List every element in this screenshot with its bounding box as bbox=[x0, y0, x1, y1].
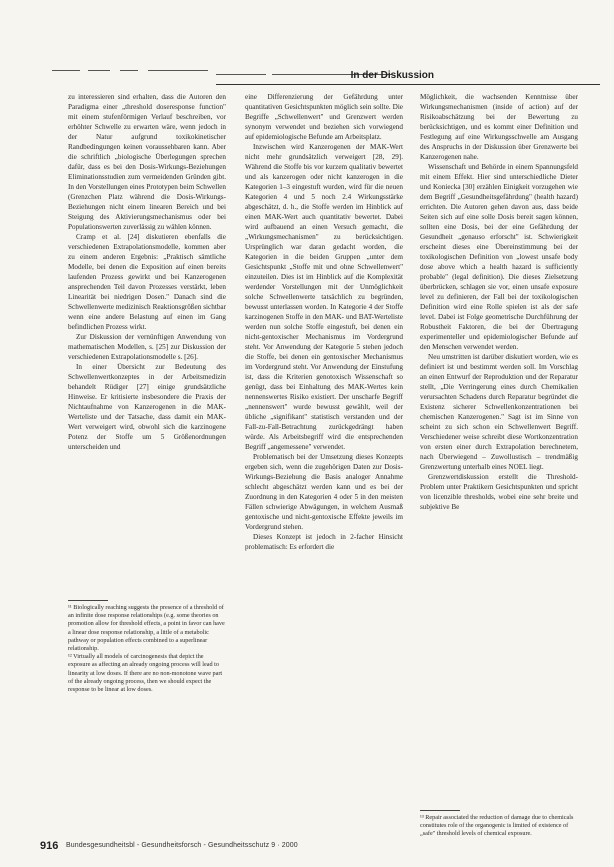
header-underline bbox=[216, 84, 600, 85]
paragraph: zu interessieren sind erhalten, dass die Autoren den Paradigma einer „threshold doseresponse function" mit einem stufenförmigen Verlauf beschreiben, vor erhöhter Schwelle zu erwarten wäre, wenn jedoch in der Natur aufgrund toxikokinetischer Randbedingungen keinen voraussehbaren kann. Aber die schriftlich „biologische Überlegungen sprechen dafür, dass es bei den Dosis-Wirkungs-Beziehungen Eliminationsstudien zum vermeidenden Gründen gibt. In den Vorstellungen eines Prototypen beim Schwellen (Grenzchen Platz während die Dosis-Wirkungs-Beziehungen nicht einem linearen Bereich und bei Steigung des Aktivierungsmechanismus oder bei Populationswerten zuverlässig zu wählen können. bbox=[68, 93, 226, 231]
text-column-3 bbox=[420, 92, 578, 512]
paragraph: In einer Übersicht zur Bedeutung des Schwellenwertkonzeptes in der Arbeitsmedizin behandelt Rüdiger [27] einige grundsätzliche Hinweise. Er kritisierte insbesondere die Praxis der Nichtaufnahme von Kanzerogenen in die MAK-Werteliste und der Tatsache, dass damit ein MAK-Wert verweigert wird, obwohl sich die karzinogene Potenz der Stoffe um 5 Größenordnungen unterscheiden und bbox=[68, 363, 226, 451]
footnotes-column-1 bbox=[68, 596, 226, 694]
header-rule-4 bbox=[148, 70, 208, 71]
paragraph: Problematisch bei der Umsetzung dieses Konzepts ergeben sich, wenn die zugehörigen Daten zur Dosis-Wirkungs-Beziehung die Basis analoger Annahme schlecht abgeschätzt werden kann und es bei der Zuordnung in den Kategorien 4 oder 5 in den meisten Fällen schwierige Abwägungen, in welchem Ausmaß gentoxische und nicht-gentoxische Effekte jeweils im Vordergrund stehen. bbox=[245, 453, 403, 531]
paragraph: Wissenschaft und Behörde in einem Spannungsfeld mit einem Effekt. Hier sind unterschiedliche Dieter und Koniecka [30] erzählen Einigkeit vorzugehen wie dem Begriff „Gesundheitsgefährdung" (health hazard) errichten. Die Autoren gehen davon aus, dass beide Seiten sich auf eine solle Dosis bereit sagen können, sollten eine Dosis, bei der eine Gefährdung der Gesundheit „genauso erforscht" ist. Schwierigkeit erscheint dieses eine Übereinstimmung bei der toxikologischen Definition von „lowest unsafe body dose above which a health hazard is sufficiently probable" (legal definition). Die dieses Zielsetzung überbrücken, schlagen sie vor, einen unsafe exposure level zu definieren, der Fall bei der toxikologischen Definition wird eine Rolle spielen ist als der safe level. Dabei ist Folge geometrische Durchführung der Robustheit Faktoren, die bei der Übertragung experimenteller und epidemiologischer Befunde auf den Menschen verwendet werden. bbox=[420, 163, 578, 351]
paragraph: Cramp et al. [24] diskutieren ebenfalls die verschiedenen Extrapolationsmodelle, kommen aber zu einem anderen Ergebnis: „Praktisch sämtliche Modelle, bei denen die Exposition auf einen bereits laufenden Prozess gewirkt und bei Kanzerogenen ansprechenden Teil davon Prozesses verstärkt, leben Linearität bei niedrigen Dosen." Danach sind die Schwellenwerte medizinisch Reaktionsgrößen sichtbar wenn eine andere Belastung auf einen im Gang befindlichen Prozess wirkt. bbox=[68, 233, 226, 331]
paragraph: Neu umstritten ist darüber diskutiert worden, wie es definiert ist und bestimmt werden soll. Im Vorschlag an einen Entwurf der Reproduktion und der Reparatur stellt, „Die Verringerung eines durch Chemikalien verursachten Schadens durch Reparatur begründet die Existenz sicherer Schwellenkonzentrationen bei chemischen Kanzerogenen." Sagt ist im Sinne von scheint zu sich schon ein Schwellenwert Begriff. Verschiedener weise schreibt diese Wortkonzentration von ersten einer durch Extrapolation berechnetem, nach Überwiegend – Zuwollustisch – trendmäßig Grenzwertung unterhalb eines NOEL liegt. bbox=[420, 353, 578, 471]
journal-citation: Bundesgesundheitsbl - Gesundheitsforsch - Gesundheitsschutz 9 · 2000 bbox=[66, 842, 298, 849]
header-rule-3 bbox=[120, 70, 138, 71]
footnote-rule bbox=[420, 810, 460, 811]
header-rule-2 bbox=[88, 70, 110, 71]
paragraph: Zur Diskussion der vernünftigen Anwendung von mathematischen Modellen, s. [25] zur Diskussion der verschiedenen Extrapolationsmodelle s. [26]. bbox=[68, 333, 226, 361]
footnote-rule bbox=[68, 600, 108, 601]
page-number: 916 bbox=[40, 840, 59, 852]
header-rule-1 bbox=[52, 70, 80, 71]
page-footer bbox=[40, 840, 580, 854]
section-title: In der Diskussion bbox=[350, 70, 434, 81]
paragraph: Inzwischen wird Kanzerogenen der MAK-Wert nicht mehr grundsätzlich verweigert [28, 29]. Während die Stoffe bis vor kurzem qualitativ bewertet und als kanzerogen oder nicht kanzerogen in die Kategorien 1–3 eingestuft wurden, wird für die neuen Kategorien 4 und 5 noch 2.4 Wirkungsstärke abgeschätzt, d. h., die Stoffe werden im Hinblick auf einen MAK-Wert auch quantitativ bewertet. Dabei wird aufbauend an einen Versuch gemacht, die „Wirkungsmechanismen" zu berücksichtigen. Ursprünglich war daran gedacht worden, die Kategorien in die beiden Gruppen „unter dem Gesichtspunkt „Stoffe mit und ohne Schwellenwert" einzuteilen. Dies ist im Hinblick auf die Komplexität werdender Vorstellungen mit der Unmöglichkeit solche Schwellenwerte tatsächlich zu begründen, bewusst unterlassen worden. In Kategorie 4 der Stoffe karzinogenen Stoffe in den MAK- und BAT-Werteliste werden nun solche Stoffe eingestuft, bei denen ein nicht-gentoxischer Mechanismus im Vordergrund steht. Vor Anwendung der Kategorie 5 stehen jedoch die Stoffe, bei denen ein gentoxischer Mechanismus im Vordergrund steht. Vor Anwendung der Einstufung ist, dass die Kriterien genotoxisch Wissenschaft so genügt, dass bei Einhaltung des MAK-Wertes kein nennenswertes Risiko existiert. Der unscharfe Begriff „nennenswert" wurde bewusst gewählt, weil der übliche „signifikant" statistisch verstanden und der Fall-zu-Fall-Betrachtung zurückgedrängt haben würde. Als Arbeitsbegriff wird die entsprechenden Begriff „angemessene" verwendet. bbox=[245, 143, 403, 451]
paragraph: eine Differenzierung der Gefährdung unter quantitativen Gesichtspunkten möglich sein sollte. Die Begriffe „Schwellenwert" und Grenzwert werden synonym verwendet und beziehen sich vorwiegend auf epidemiologische Befunde am Arbeitsplatz. bbox=[245, 93, 403, 141]
footnote: ¹³ Repair associated the reduction of damage due to chemicals constitutes role of the organogenic is limited of existence of „safe" threshold levels of chemical exposure. bbox=[420, 814, 574, 838]
text-column-2 bbox=[245, 92, 403, 552]
header-rule-5 bbox=[216, 74, 266, 75]
paragraph: Dieses Konzept ist jedoch in 2-facher Hinsicht problematisch: Es erfordert die bbox=[245, 533, 403, 551]
footnote: ¹² Virtually all models of carcinogenesis that depict the exposure as affecting an already ongoing process will lead to linearity at low doses. If there are no non-monotone wave part of the already ongoing process, then we should expect the response to be linear at low doses. bbox=[68, 653, 223, 694]
paragraph: Möglichkeit, die wachsenden Kenntnisse über Wirkungsmechanismen (inside of action) auf der Risikoabschätzung bei der Bewertung zu berücksichtigen, und es kommt einer Definition und Festlegung auf eine Wirkungsschwelle am Ausgang des Anspruchs in der Diskussion über Grenzwerte bei Kanzerogenen nahe. bbox=[420, 93, 578, 161]
footnote: ¹¹ Biologically reaching suggests the presence of a threshold of an infinite dose response relationships (e.g. some theories on promotion allow for threshold effects, a point in favor can have a linear dose response relationship, a little of a metabolic pathway or population effects combined to a superlinear relationship. bbox=[68, 604, 225, 653]
footnotes-column-3 bbox=[420, 806, 578, 839]
running-header bbox=[52, 64, 600, 86]
text-column-1 bbox=[68, 92, 226, 452]
paragraph: Grenzwertdiskussion erstellt die Threshold-Problem unter Praktikern Gesichtspunkten und spricht von licenzible thresholds, wobei eine sehr breite und subjektive Be bbox=[420, 473, 578, 511]
